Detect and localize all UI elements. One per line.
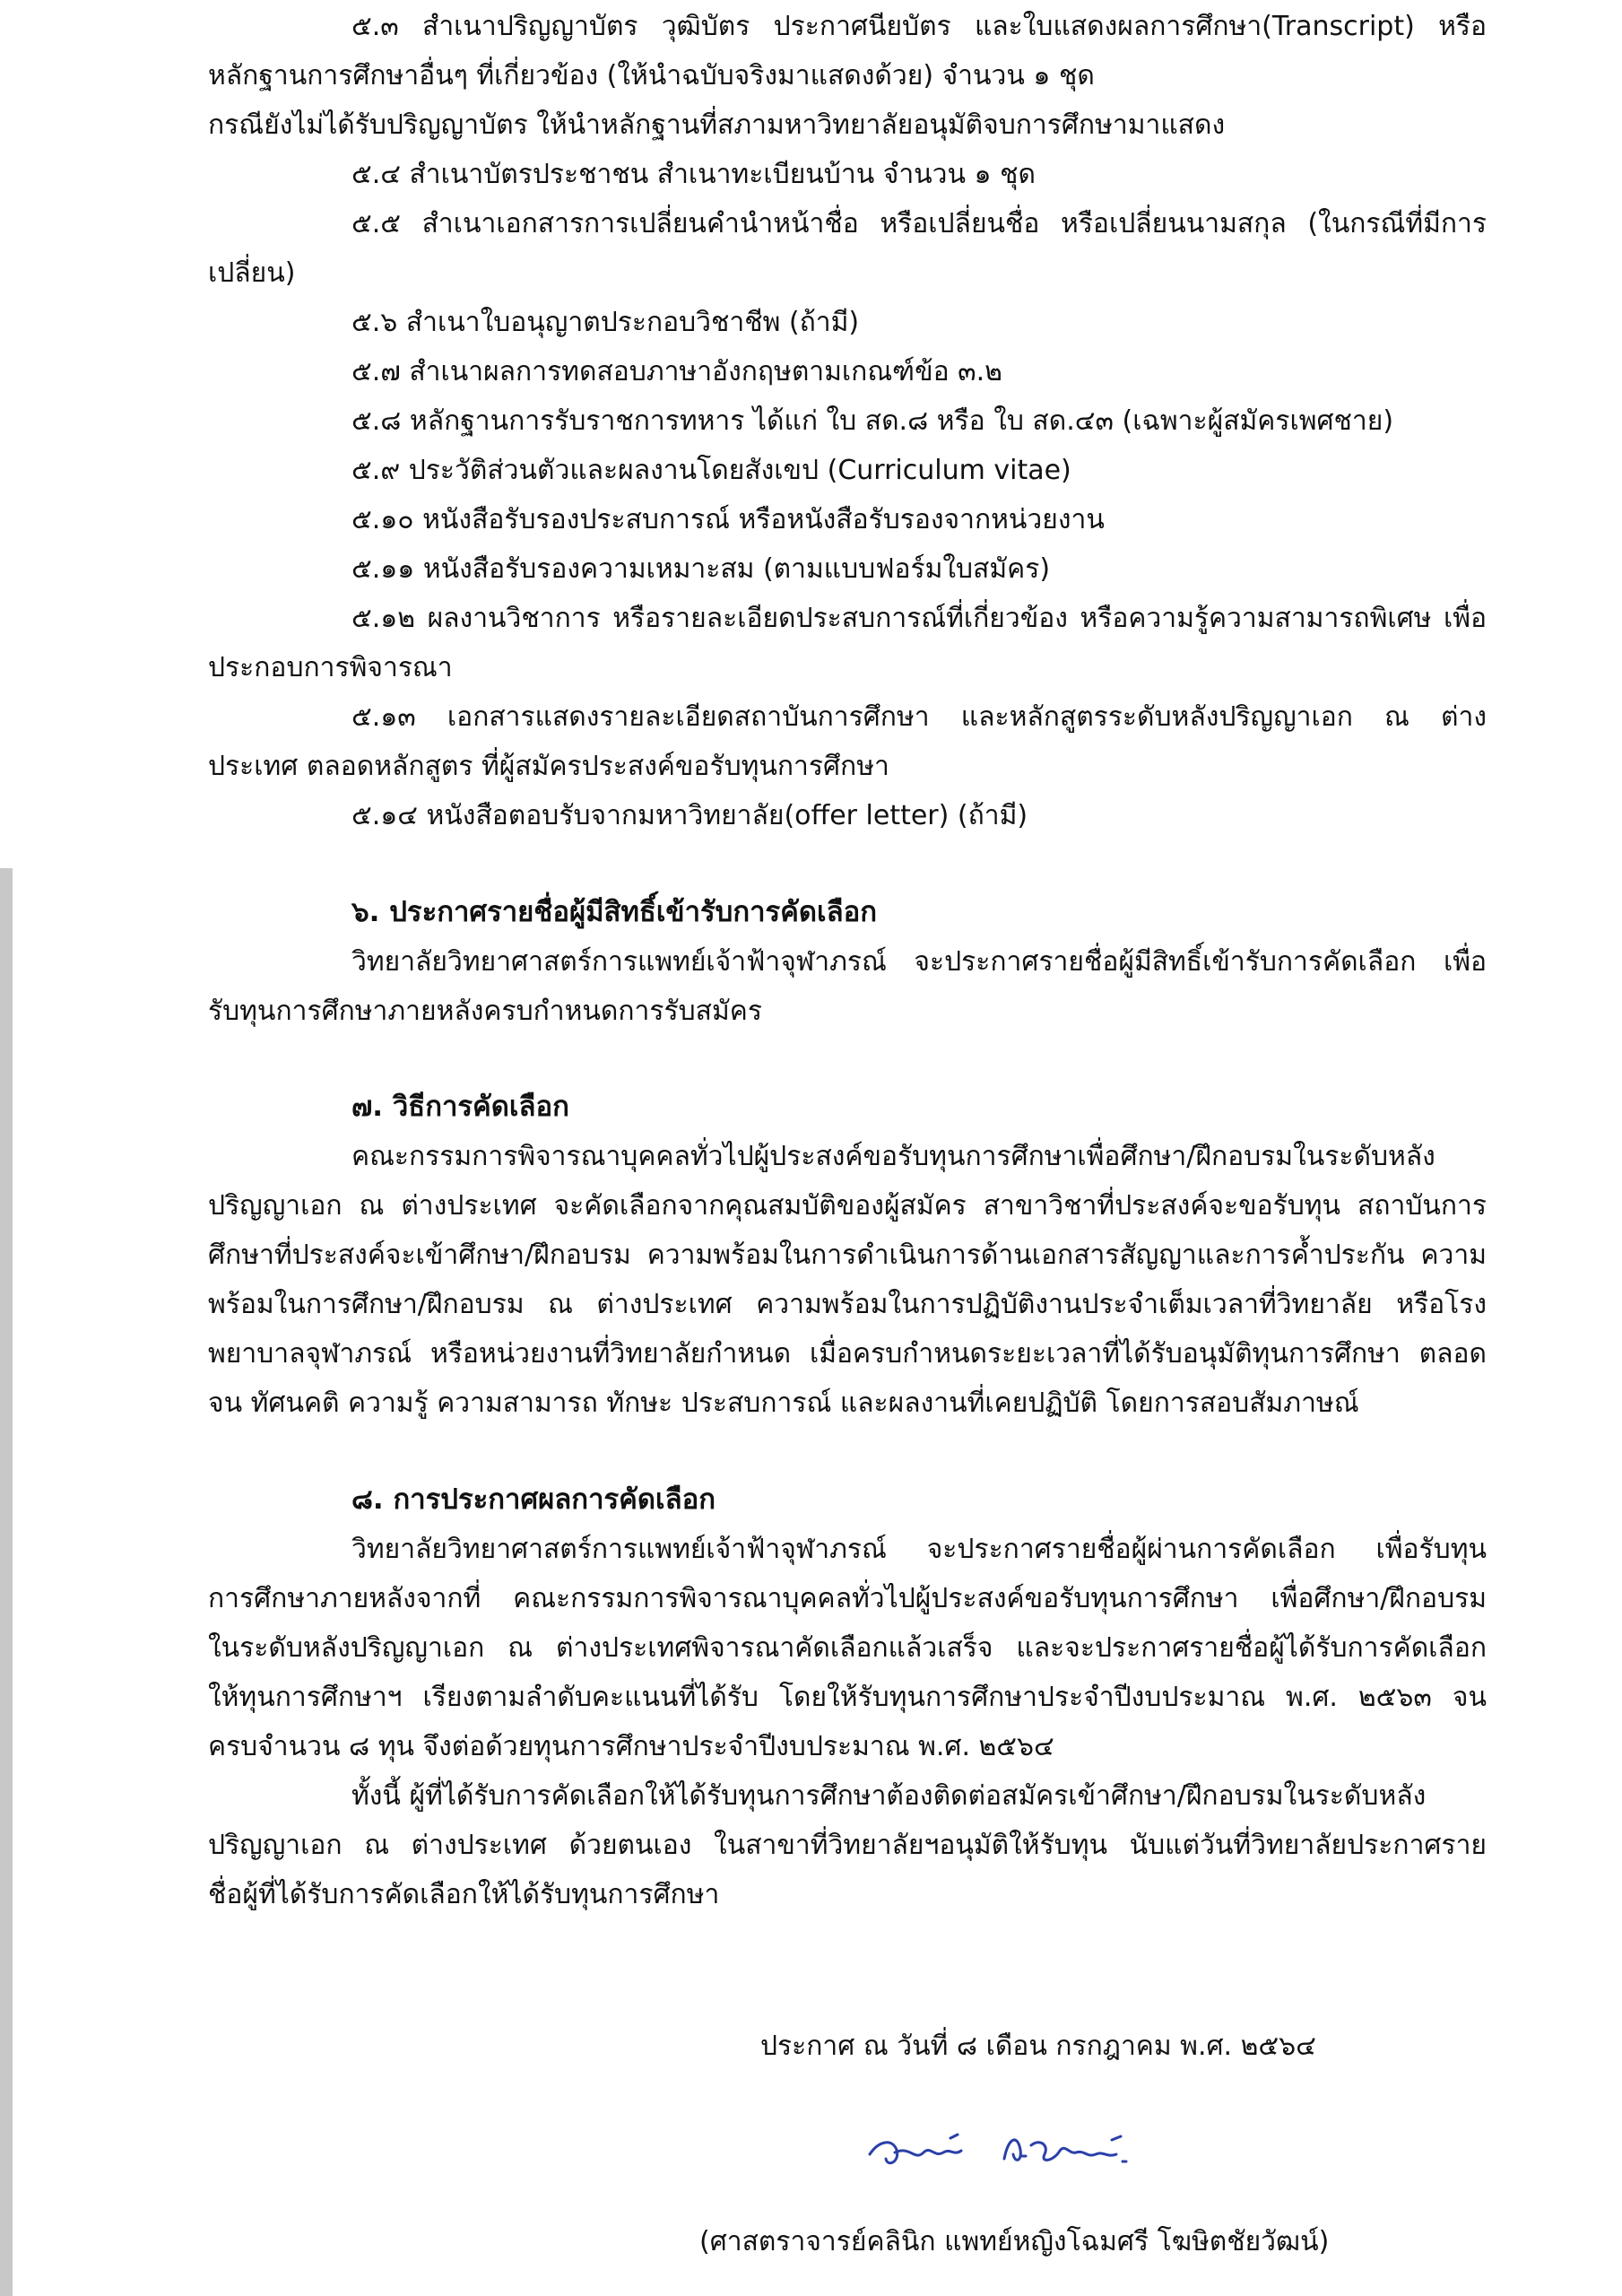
section-6-para-line-1: วิทยาลัยวิทยาศาสตร์การแพทย์เจ้าฟ้าจุฬาภรณ์ จะประกาศรายชื่อผู้มีสิทธิ์เข้ารับการคัดเลือก เพื่อ	[351, 946, 1487, 978]
section-8-para-line-2: การศึกษาภายหลังจากที่ คณะกรรมการพิจารณาบุคคลทั่วไปผู้ประสงค์ขอรับทุนการศึกษา เพื่อศึกษา/ฝึกอบรม	[208, 1583, 1487, 1614]
announcement-date: ประกาศ ณ วันที่ ๘ เดือน กรกฎาคม พ.ศ. ๒๕๖๔	[760, 2031, 1316, 2062]
item-5-10: ๕.๑๐ หนังสือรับรองประสบการณ์ หรือหนังสือรับรองจากหน่วยงาน	[351, 504, 1105, 535]
item-5-13-line-1: ๕.๑๓ เอกสารแสดงรายละเอียดสถาบันการศึกษา และหลักสูตรระดับหลังปริญญาเอก ณ ต่าง	[351, 701, 1487, 733]
section-7-para-line-5: พยาบาลจุฬาภรณ์ หรือหน่วยงานที่วิทยาลัยกำหนด เมื่อครบกำหนดระยะเวลาที่ได้รับอนุมัติทุนการศึกษา ตลอด	[208, 1338, 1487, 1370]
section-7-para-line-1: คณะกรรมการพิจารณาบุคคลทั่วไปผู้ประสงค์ขอรับทุนการศึกษาเพื่อศึกษา/ฝึกอบรมในระดับหลัง	[351, 1141, 1436, 1172]
item-5-9: ๕.๙ ประวัติส่วนตัวและผลงานโดยสังเขป (Curriculum vitae)	[351, 455, 1071, 486]
item-5-11: ๕.๑๑ หนังสือรับรองความเหมาะสม (ตามแบบฟอร์มใบสมัคร)	[351, 553, 1051, 585]
section-6-para-line-2: รับทุนการศึกษาภายหลังครบกำหนดการรับสมัคร	[208, 996, 762, 1027]
section-8-para-line-3: ในระดับหลังปริญญาเอก ณ ต่างประเทศพิจารณาคัดเลือกแล้วเสร็จ และจะประกาศรายชื่อผู้ได้รับการคัดเลือก	[208, 1632, 1487, 1664]
item-5-6: ๕.๖ สำเนาใบอนุญาตประกอบวิชาชีพ (ถ้ามี)	[351, 307, 860, 338]
section-8-para-line-1: วิทยาลัยวิทยาศาสตร์การแพทย์เจ้าฟ้าจุฬาภรณ์ จะประกาศรายชื่อผู้ผ่านการคัดเลือก เพื่อรับทุน	[351, 1534, 1487, 1565]
item-5-3-line-2: หลักฐานการศึกษาอื่นๆ ที่เกี่ยวข้อง (ให้นำฉบับจริงมาแสดงด้วย) จำนวน ๑ ชุด	[208, 60, 1095, 91]
section-7-para-line-2: ปริญญาเอก ณ ต่างประเทศ จะคัดเลือกจากคุณสมบัติของผู้สมัคร สาขาวิชาที่ประสงค์จะขอรับทุน สถาบันการ	[208, 1190, 1487, 1222]
section-6-heading: ๖. ประกาศรายชื่อผู้มีสิทธิ์เข้ารับการคัดเลือก	[351, 896, 878, 928]
item-5-14: ๕.๑๔ หนังสือตอบรับจากมหาวิทยาลัย(offer letter) (ถ้ามี)	[351, 800, 1028, 831]
section-8-para-line-5: ครบจำนวน ๘ ทุน จึงต่อด้วยทุนการศึกษาประจำปีงบประมาณ พ.ศ. ๒๕๖๔	[208, 1731, 1054, 1762]
section-7-para-line-6: จน ทัศนคติ ความรู้ ความสามารถ ทักษะ ประสบการณ์ และผลงานที่เคยปฏิบัติ โดยการสอบสัมภาษณ์	[208, 1387, 1359, 1419]
section-8-note-line-3: ชื่อผู้ที่ได้รับการคัดเลือกให้ได้รับทุนการศึกษา	[208, 1879, 720, 1910]
section-7-para-line-3: ศึกษาที่ประสงค์จะเข้าศึกษา/ฝึกอบรม ความพร้อมในการดำเนินการด้านเอกสารสัญญาและการค้ำประกัน ความ	[208, 1239, 1487, 1271]
item-5-4: ๕.๔ สำเนาบัตรประชาชน สำเนาทะเบียนบ้าน จำนวน ๑ ชุด	[351, 159, 1036, 190]
item-5-5-line-1: ๕.๕ สำเนาเอกสารการเปลี่ยนคำนำหน้าชื่อ หรือเปลี่ยนชื่อ หรือเปลี่ยนนามสกุล (ในกรณีที่มีการ	[351, 208, 1487, 239]
item-5-3-line-3: กรณียังไม่ได้รับปริญญาบัตร ให้นำหลักฐานที่สภามหาวิทยาลัยอนุมัติจบการศึกษามาแสดง	[208, 109, 1226, 141]
item-5-8: ๕.๘ หลักฐานการรับราชการทหาร ได้แก่ ใบ สด.๘ หรือ ใบ สด.๔๓ (เฉพาะผู้สมัครเพศชาย)	[351, 405, 1394, 437]
item-5-3-line-1: ๕.๓ สำเนาปริญญาบัตร วุฒิบัตร ประกาศนียบัตร และใบแสดงผลการศึกษา(Transcript) หรือ	[351, 11, 1487, 42]
section-8-para-line-4: ให้ทุนการศึกษาฯ เรียงตามลำดับคะแนนที่ได้รับ โดยให้รับทุนการศึกษาประจำปีงบประมาณ พ.ศ. ๒๕๖๓ จน	[208, 1682, 1487, 1713]
signatory-name: (ศาสตราจารย์คลินิก แพทย์หญิงโฉมศรี โฆษิตชัยวัฒน์)	[699, 2226, 1330, 2257]
item-5-12-line-1: ๕.๑๒ ผลงานวิชาการ หรือรายละเอียดประสบการณ์ที่เกี่ยวข้อง หรือความรู้ความสามารถพิเศษ เพื่อ	[351, 603, 1487, 634]
handwritten-signature	[861, 2118, 1166, 2181]
item-5-12-line-2: ประกอบการพิจารณา	[208, 652, 453, 683]
section-8-note-line-1: ทั้งนี้ ผู้ที่ได้รับการคัดเลือกให้ได้รับทุนการศึกษาต้องติดต่อสมัครเข้าศึกษา/ฝึกอบรมในระดับหลัง	[351, 1780, 1427, 1812]
item-5-5-line-2: เปลี่ยน)	[208, 257, 296, 289]
section-8-note-line-2: ปริญญาเอก ณ ต่างประเทศ ด้วยตนเอง ในสาขาที่วิทยาลัยฯอนุมัติให้รับทุน นับแต่วันที่วิทยาลัยประกาศราย	[208, 1830, 1487, 1861]
item-5-13-line-2: ประเทศ ตลอดหลักสูตร ที่ผู้สมัครประสงค์ขอรับทุนการศึกษา	[208, 751, 889, 782]
section-7-para-line-4: พร้อมในการศึกษา/ฝึกอบรม ณ ต่างประเทศ ความพร้อมในการปฏิบัติงานประจำเต็มเวลาที่วิทยาลัย หรือโรง	[208, 1289, 1487, 1320]
item-5-7: ๕.๗ สำเนาผลการทดสอบภาษาอังกฤษตามเกณฑ์ข้อ ๓.๒	[351, 356, 1002, 387]
section-7-heading: ๗. วิธีการคัดเลือก	[351, 1091, 569, 1123]
section-8-heading: ๘. การประกาศผลการคัดเลือก	[351, 1483, 716, 1516]
